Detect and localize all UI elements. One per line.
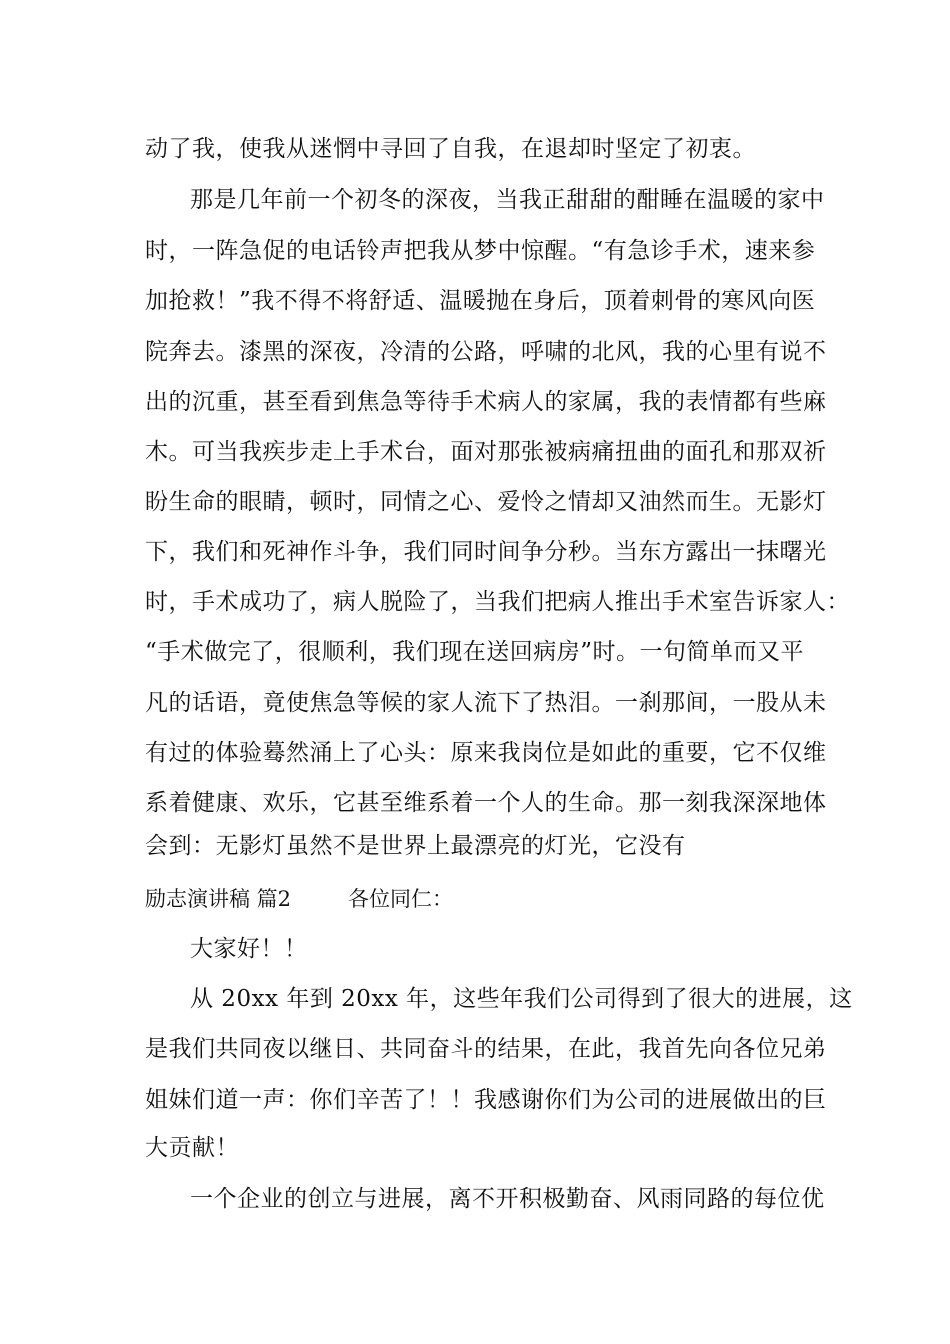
paragraph-line: 木。可当我疾步走上手术台，面对那张被病痛扭曲的面孔和那双祈	[145, 439, 827, 465]
paragraph-line: 时，手术成功了，病人脱险了，当我们把病人推出手术室告诉家人：	[145, 589, 850, 615]
paragraph-line: 盼生命的眼睛，顿时，同情之心、爱怜之情却又油然而生。无影灯	[145, 489, 827, 515]
salutation: 各位同仁：	[348, 887, 453, 911]
paragraph-line: 那是几年前一个初冬的深夜，当我正甜甜的酣睡在温暖的家中	[190, 187, 825, 213]
paragraph-line: 系着健康、欢乐，它甚至维系着一个人的生命。那一刻我深深地体	[145, 790, 827, 816]
paragraph-line: 姐妹们道一声：你们辛苦了！！我感谢你们为公司的进展做出的巨	[145, 1087, 827, 1113]
paragraph-line: 加抢救！”我不得不将舒适、温暖抛在身后，顶着刺骨的寒风向医	[145, 288, 816, 314]
paragraph-line: 院奔去。漆黑的深夜，冷清的公路，呼啸的北风，我的心里有说不	[145, 339, 827, 365]
paragraph-line: 会到：无影灯虽然不是世界上最漂亮的灯光，它没有	[145, 833, 686, 859]
paragraph-line: 大贡献！	[145, 1135, 239, 1161]
paragraph-line: 大家好！！	[190, 936, 308, 962]
paragraph-line: 一个企业的创立与进展，离不开积极勤奋、风雨同路的每位优	[190, 1186, 825, 1212]
paragraph-line: 时，一阵急促的电话铃声把我从梦中惊醒。“有急诊手术，速来参	[145, 238, 816, 264]
paragraph-line: 动了我，使我从迷惘中寻回了自我，在退却时坚定了初衷。	[145, 136, 756, 162]
section-heading: 励志演讲稿 篇2	[145, 887, 292, 911]
paragraph-line: 从 20xx 年到 20xx 年，这些年我们公司得到了很大的进展，这	[190, 986, 853, 1012]
paragraph-line: 有过的体验蓦然涌上了心头：原来我岗位是如此的重要，它不仅维	[145, 740, 827, 766]
paragraph-line: 凡的话语，竟使焦急等候的家人流下了热泪。一刹那间，一股从未	[145, 690, 827, 716]
paragraph-line: “手术做完了，很顺利，我们现在送回病房”时。一句简单而又平	[145, 639, 805, 665]
paragraph-line: 出的沉重，甚至看到焦急等待手术病人的家属，我的表情都有些麻	[145, 389, 827, 415]
paragraph-line: 是我们共同夜以继日、共同奋斗的结果，在此，我首先向各位兄弟	[145, 1036, 827, 1062]
paragraph-line: 下，我们和死神作斗争，我们同时间争分秒。当东方露出一抹曙光	[145, 539, 827, 565]
